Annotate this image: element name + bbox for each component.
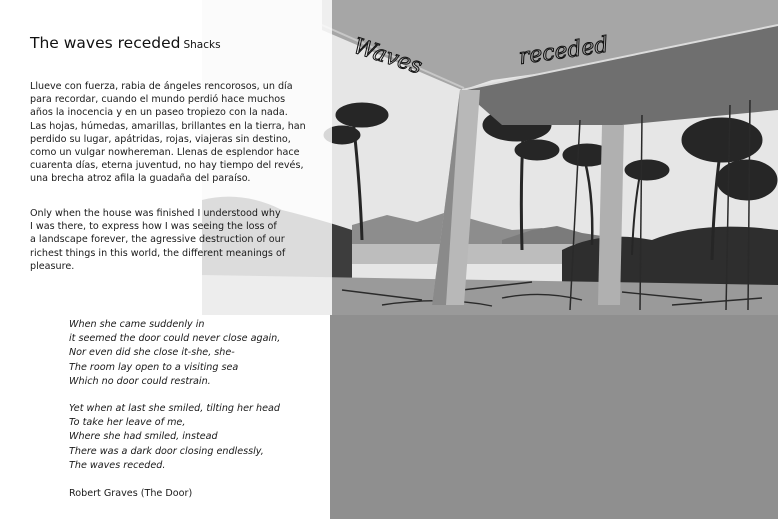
text-line: para recordar, cuando el mundo perdió hace muchos bbox=[30, 94, 286, 106]
poem-line: When she came suddenly in bbox=[69, 319, 205, 330]
text-line: Las hojas, húmedas, amarillas, brillantes en la tierra, han bbox=[30, 120, 306, 132]
poem-line: Nor even did she close it-she, she- bbox=[69, 347, 235, 359]
text-line: como un vulgar nowhereman. Llenas de esplendor hace bbox=[30, 147, 300, 159]
text-line: cuarenta días, eterna juventud, no hay tiempo del revés, bbox=[30, 160, 304, 172]
english-paragraph bbox=[30, 207, 320, 273]
poem-line: it seemed the door could never close again, bbox=[69, 333, 281, 345]
poem-line: There was a dark door closing endlessly, bbox=[69, 445, 264, 457]
text-line: richest things in this world, the different meanings of bbox=[30, 247, 286, 259]
poem-line: To take her leave of me, bbox=[69, 417, 186, 429]
handwriting-receded: receded bbox=[517, 32, 611, 70]
handwriting-waves: Waves bbox=[350, 33, 425, 80]
poem-line: Which no door could restrain. bbox=[69, 375, 211, 387]
text-line: Llueve con fuerza, rabia de ángeles rencorosos, un día bbox=[30, 81, 293, 92]
poem-stanza-1 bbox=[69, 318, 319, 389]
grey-panel bbox=[330, 315, 778, 519]
text-line: a landscape forever, the agressive destruction of our bbox=[30, 234, 285, 246]
spanish-paragraph bbox=[30, 80, 320, 186]
poem-line: The room lay open to a visiting sea bbox=[69, 361, 239, 373]
column-middle bbox=[598, 125, 624, 305]
poem-line: Yet when at last she smiled, tilting her head bbox=[69, 403, 280, 414]
page-title bbox=[30, 34, 221, 52]
text-line: pleasure. bbox=[30, 260, 75, 272]
poem-line: Where she had smiled, instead bbox=[69, 431, 218, 443]
poem-line: The waves receded. bbox=[69, 459, 166, 471]
text-line: Only when the house was finished I understood why bbox=[30, 208, 281, 219]
text-line: una brecha atroz afila la guadaña del paraíso. bbox=[30, 173, 251, 185]
poem-credit: Robert Graves (The Door) bbox=[69, 488, 193, 499]
title-main: The waves receded bbox=[30, 34, 181, 52]
title-suffix: Shacks bbox=[183, 39, 221, 51]
text-line: perdido su lugar, apátridas, rojas, viajeras sin destino, bbox=[30, 133, 291, 145]
poem-stanza-2 bbox=[69, 402, 319, 473]
text-line: años la inocencia y en un paseo tropiezo con la nada. bbox=[30, 107, 288, 119]
text-line: I was there, to express how I was seeing the loss of bbox=[30, 221, 277, 233]
